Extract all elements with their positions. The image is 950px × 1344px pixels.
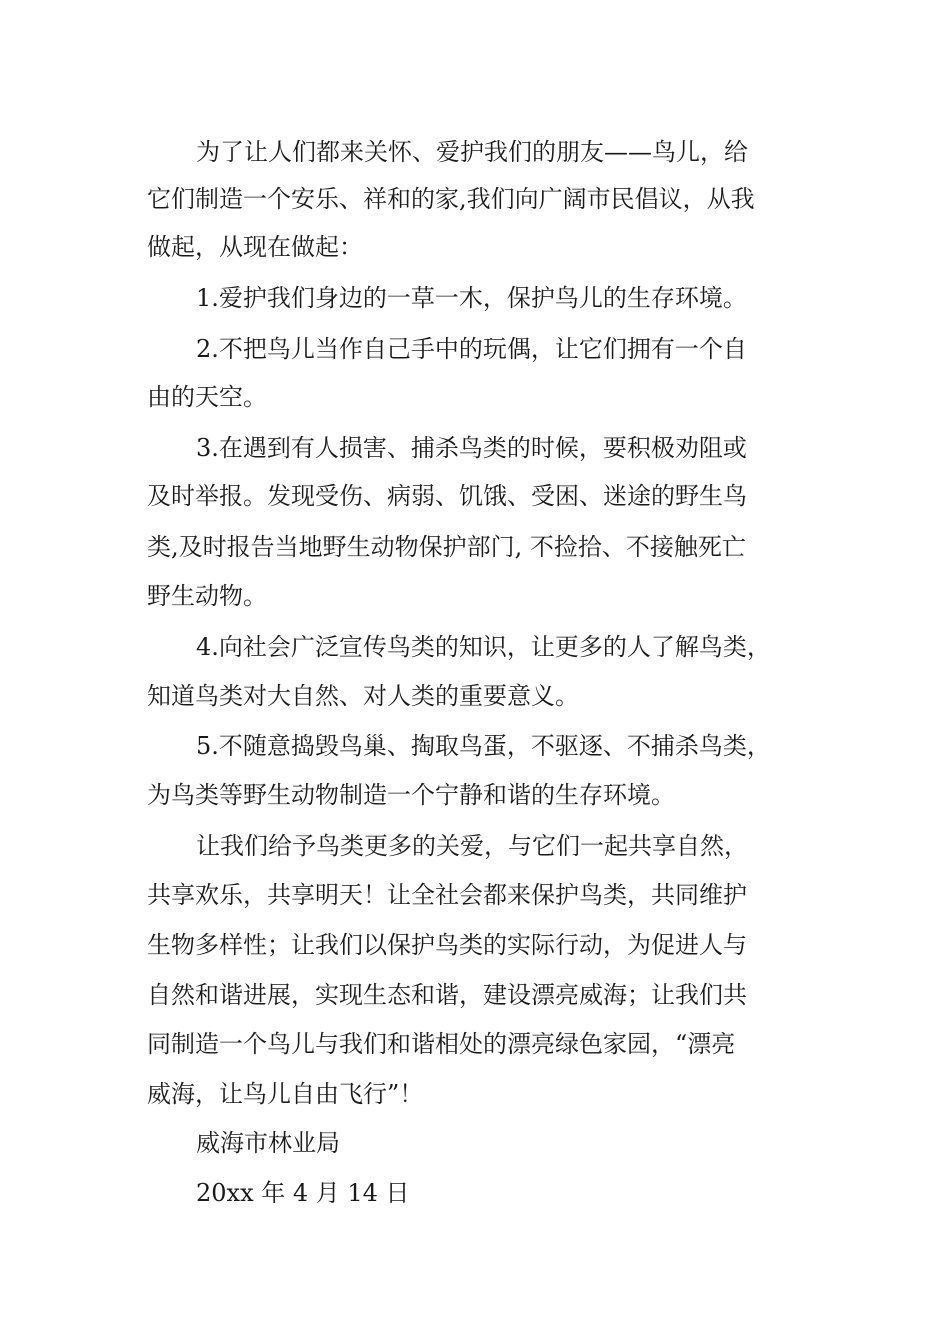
- list-item-5-line-2: 为鸟类等野生动物制造一个宁静和谐的生存环境。: [147, 781, 675, 809]
- list-item-1-line-1: 1.爱护我们身边的一草一木，保护鸟儿的生存环境。: [196, 284, 747, 312]
- paragraph-intro-line-3: 做起，从现在做起：: [147, 233, 363, 261]
- list-item-2-line-2: 由的天空。: [147, 383, 267, 411]
- paragraph-intro-line-2: 它们制造一个安乐、祥和的家,我们向广阔市民倡议，从我: [147, 185, 755, 213]
- signature-date: 20xx 年 4 月 14 日: [196, 1179, 410, 1207]
- paragraph-closing-line-4: 自然和谐进展，实现生态和谐，建设漂亮威海；让我们共: [147, 981, 747, 1009]
- list-item-2-line-1: 2.不把鸟儿当作自己手中的玩偶，让它们拥有一个自: [196, 335, 747, 363]
- list-item-3-line-1: 3.在遇到有人损害、捕杀鸟类的时候，要积极劝阻或: [196, 434, 747, 462]
- paragraph-closing-line-5: 同制造一个鸟儿与我们和谐相处的漂亮绿色家园，“漂亮: [147, 1030, 736, 1058]
- list-item-3-line-4: 野生动物。: [147, 582, 267, 610]
- list-item-3-line-3: 类,及时报告当地野生动物保护部门, 不捡拾、不接触死亡: [147, 533, 746, 561]
- paragraph-intro-line-1: 为了让人们都来关怀、爱护我们的朋友——鸟儿，给: [196, 138, 748, 166]
- list-item-3-line-2: 及时举报。发现受伤、病弱、饥饿、受困、迷途的野生鸟: [147, 482, 747, 510]
- paragraph-closing-line-1: 让我们给予鸟类更多的关爱，与它们一起共享自然，: [196, 832, 748, 860]
- paragraph-closing-line-2: 共享欢乐，共享明天！让全社会都来保护鸟类，共同维护: [147, 881, 747, 909]
- list-item-5-line-1: 5.不随意捣毁鸟巢、掏取鸟蛋，不驱逐、不捕杀鸟类，: [196, 732, 771, 760]
- signature-organization: 威海市林业局: [196, 1129, 340, 1157]
- paragraph-closing-line-6: 威海，让鸟儿自由飞行”！: [147, 1080, 424, 1108]
- paragraph-closing-line-3: 生物多样性；让我们以保护鸟类的实际行动，为促进人与: [147, 931, 747, 959]
- list-item-4-line-1: 4.向社会广泛宣传鸟类的知识，让更多的人了解鸟类，: [196, 633, 771, 661]
- list-item-4-line-2: 知道鸟类对大自然、对人类的重要意义。: [147, 682, 579, 710]
